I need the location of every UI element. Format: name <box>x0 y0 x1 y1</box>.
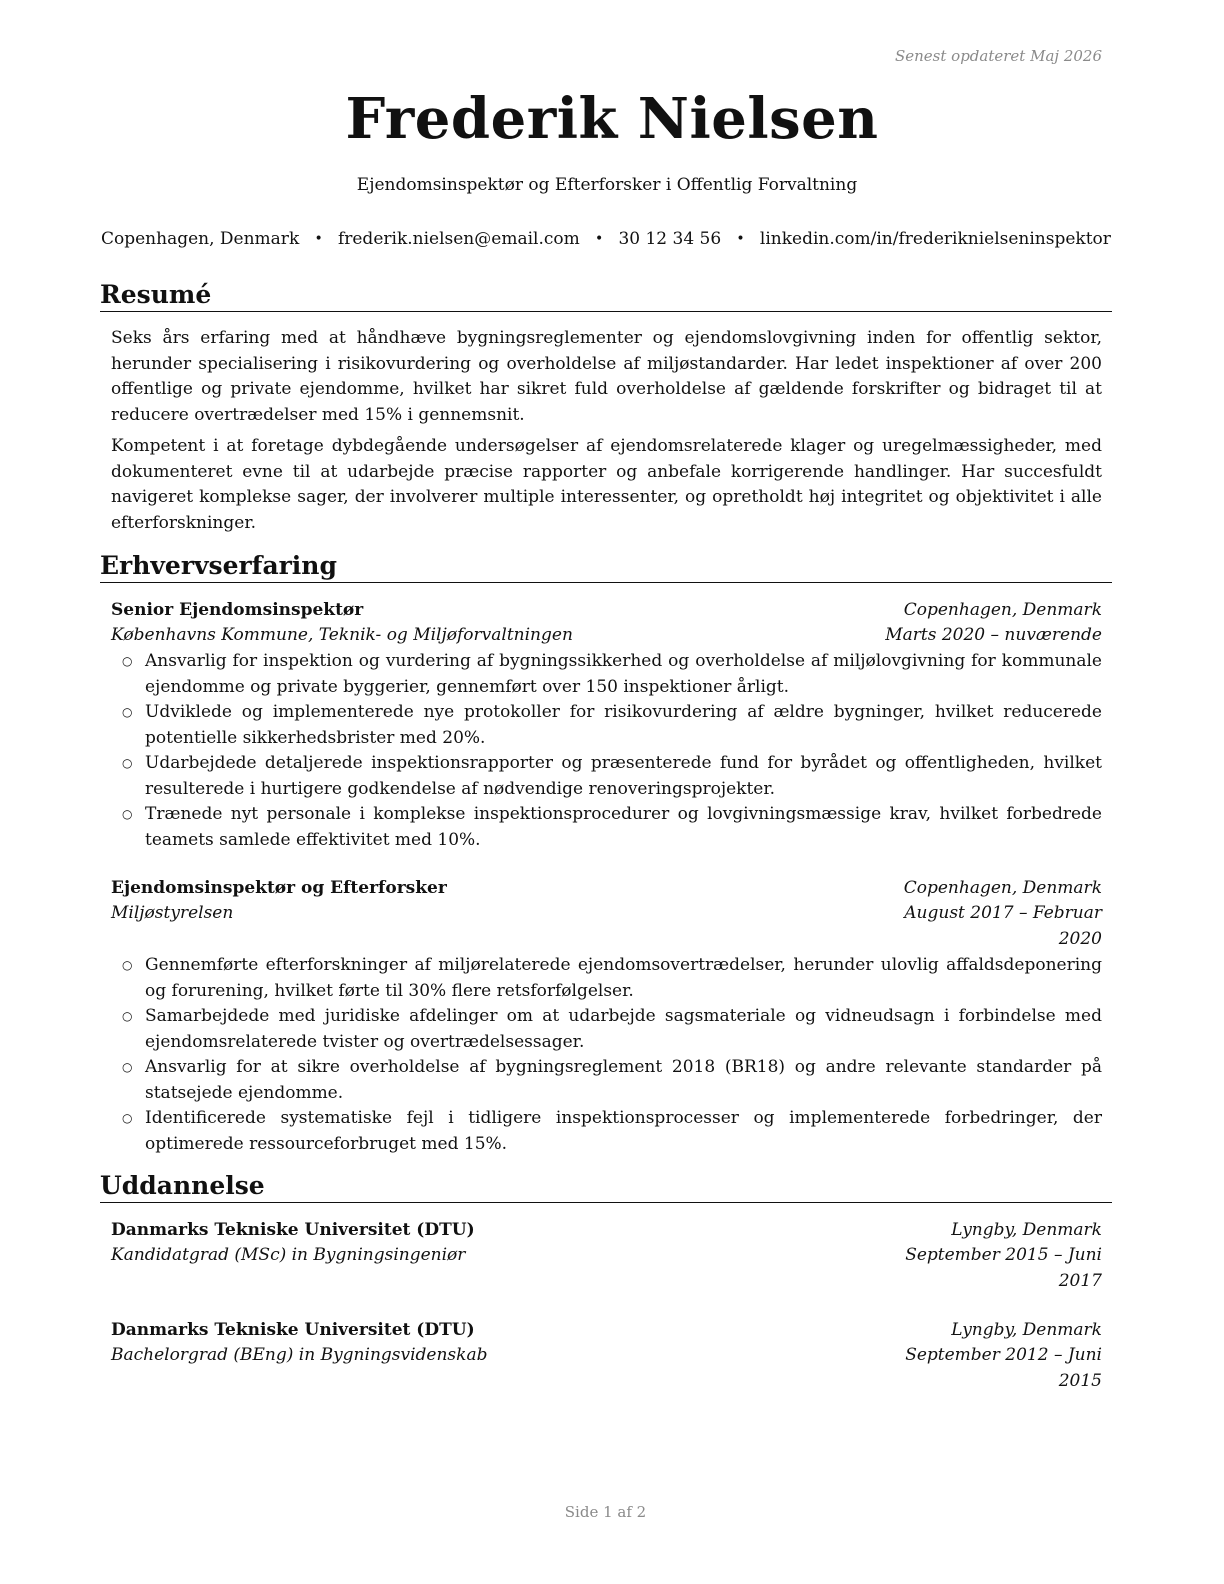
bullet-text: Udarbejdede detaljerede inspektionsrapporter og præsenterede fund for byrådet og offentligheden, hvilket resulterede i hurtigere godkendelse af nødvendige renoveringsprojekter. <box>145 753 1102 799</box>
section-title-summary: Resumé <box>100 280 1112 312</box>
bullet-text: Udviklede og implementerede nye protokoller for risikovurdering af ældre bygninger, hvilket reducerede potentielle sikkerhedsbrister med 20%. <box>145 702 1102 748</box>
job-header <box>111 876 1102 902</box>
summary-paragraph: Kompetent i at foretage dybdegående undersøgelser af ejendomsrelaterede klager og uregelmæssigheder, med dokumenteret evne til at udarbejde præcise rapporter og anbefale korrigerende handlinger. Har succesfuldt navigeret komplekse sager, der involverer multiple interessenter, og opretholdt høj integritet og objektivitet i alle efterforskninger. <box>111 436 1102 533</box>
bullet-text: Identificerede systematiske fejl i tidligere inspektionsprocesser og implementerede forbedringer, der optimerede ressourceforbruget med 15%. <box>145 1108 1102 1154</box>
job-organization: Miljøstyrelsen <box>111 903 234 923</box>
job-title: Ejendomsinspektør og Efterforsker <box>111 878 447 898</box>
degree-name: Bachelorgrad (BEng) in Bygningsvidenskab <box>111 1345 488 1365</box>
bullet-circle-icon: ○ <box>122 654 133 668</box>
bullet-text: Gennemførte efterforskninger af miljørelaterede ejendomsovertrædelser, herunder ulovlig affaldsdeponering og forurening, hvilket førte til 30% flere retsforfølgelser. <box>145 955 1102 1001</box>
separator-dot: • <box>314 231 323 247</box>
job-bullets <box>111 953 1102 1157</box>
school-location: Lyngby, Denmark <box>951 1220 1102 1240</box>
section-title-experience: Erhvervserfaring <box>100 551 1112 583</box>
education-header <box>111 1318 1102 1344</box>
bullet-circle-icon: ○ <box>122 958 133 972</box>
resume-headline: Ejendomsinspektør og Efterforsker i Offentlig Forvaltning <box>356 175 858 195</box>
job-location: Copenhagen, Denmark <box>903 600 1102 620</box>
degree-name: Kandidatgrad (MSc) in Bygningsingeniør <box>111 1245 466 1265</box>
job-subheader <box>111 901 1102 952</box>
list-item <box>111 802 1102 853</box>
contact-phone: 30 12 34 56 <box>618 229 722 249</box>
education-subheader <box>111 1243 1102 1294</box>
list-item <box>111 1004 1102 1055</box>
school-location: Lyngby, Denmark <box>951 1320 1102 1340</box>
bullet-circle-icon: ○ <box>122 705 133 719</box>
page-number: Side 1 af 2 <box>564 1503 647 1521</box>
contact-location: Copenhagen, Denmark <box>101 229 300 249</box>
list-item <box>111 700 1102 751</box>
list-item <box>111 751 1102 802</box>
job-subheader <box>111 623 1102 649</box>
job-location: Copenhagen, Denmark <box>903 878 1102 898</box>
summary-paragraph: Seks års erfaring med at håndhæve bygningsreglementer og ejendomslovgivning inden for offentlig sektor, herunder specialisering i risikovurdering og overholdelse af miljøstandarder. Har ledet inspektioner af over 200 offentlige og private ejendomme, hvilket har sikret fuld overholdelse af gældende forskrifter og bidraget til at reducere overtrædelser med 15% i gennemsnit. <box>111 328 1102 425</box>
contact-line <box>101 229 1111 249</box>
job-bullets <box>111 649 1102 853</box>
section-title-education: Uddannelse <box>100 1171 1112 1203</box>
job-organization: Københavns Kommune, Teknik- og Miljøforvaltningen <box>111 625 573 645</box>
bullet-circle-icon: ○ <box>122 756 133 770</box>
bullet-text: Ansvarlig for inspektion og vurdering af bygningssikkerhed og overholdelse af miljølovgivning for kommunale ejendomme og private byggerier, gennemført over 150 inspektioner årligt. <box>145 651 1102 697</box>
education-dates: September 2012 – Juni 2015 <box>905 1345 1102 1391</box>
job-dates: August 2017 – Februar 2020 <box>904 903 1102 949</box>
list-item <box>111 649 1102 700</box>
education-subheader <box>111 1343 1102 1394</box>
resume-name: Frederik Nielsen <box>345 86 879 152</box>
education-header <box>111 1218 1102 1244</box>
list-item <box>111 1055 1102 1106</box>
contact-linkedin-link[interactable]: linkedin.com/in/frederiknielseninspektor <box>759 229 1111 249</box>
bullet-text: Samarbejdede med juridiske afdelinger om at udarbejde sagsmateriale og vidneudsagn i forbindelse med ejendomsrelaterede tvister og overtrædelsessager. <box>145 1006 1102 1052</box>
separator-dot: • <box>594 231 604 247</box>
bullet-circle-icon: ○ <box>122 1060 133 1074</box>
bullet-circle-icon: ○ <box>122 1111 133 1125</box>
bullet-circle-icon: ○ <box>122 1009 133 1023</box>
job-dates: Marts 2020 – nuværende <box>885 625 1102 645</box>
contact-email-link[interactable]: frederik.nielsen@email.com <box>337 229 580 249</box>
education-dates: September 2015 – Juni 2017 <box>905 1245 1102 1291</box>
school-name: Danmarks Tekniske Universitet (DTU) <box>111 1220 475 1240</box>
last-updated-note: Senest opdateret Maj 2026 <box>894 47 1102 65</box>
bullet-text: Trænede nyt personale i komplekse inspektionsprocedurer og lovgivningsmæssige krav, hvilket forbedrede teamets samlede effektivitet med 10%. <box>145 804 1102 850</box>
bullet-circle-icon: ○ <box>122 807 133 821</box>
bullet-text: Ansvarlig for at sikre overholdelse af bygningsreglement 2018 (BR18) og andre relevante standarder på statsejede ejendomme. <box>145 1057 1102 1103</box>
job-header <box>111 598 1102 624</box>
list-item <box>111 953 1102 1004</box>
list-item <box>111 1106 1102 1157</box>
separator-dot: • <box>736 231 745 247</box>
school-name: Danmarks Tekniske Universitet (DTU) <box>111 1320 475 1340</box>
job-title: Senior Ejendomsinspektør <box>111 600 364 620</box>
